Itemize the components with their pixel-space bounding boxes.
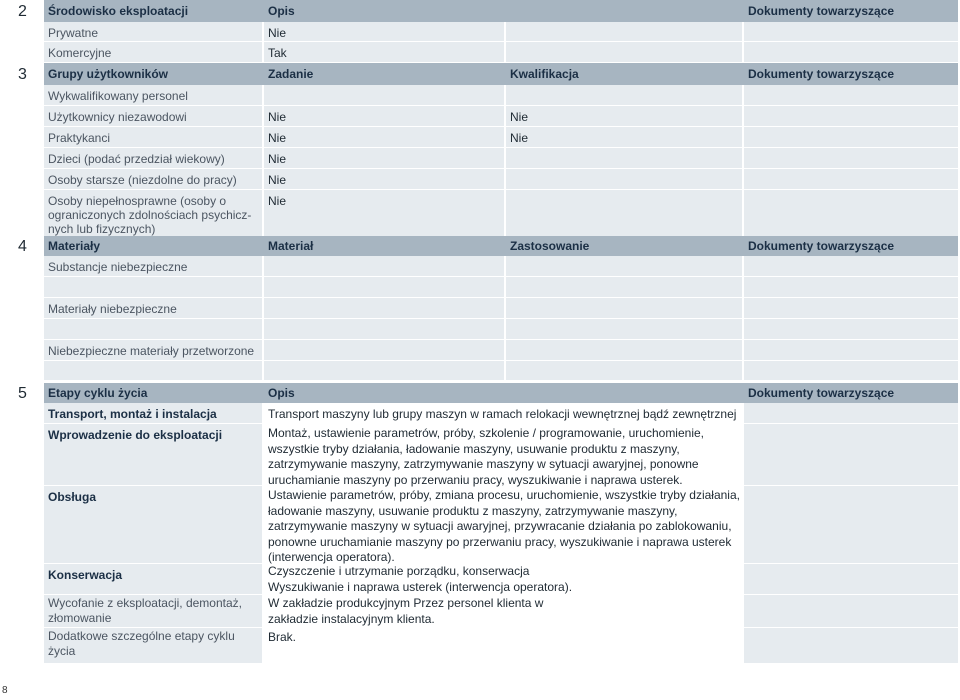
table-row — [44, 340, 958, 361]
table-cell — [744, 127, 958, 148]
table-cell — [264, 298, 504, 319]
table-cell — [506, 148, 742, 169]
table-cell: Użytkownicy niezawodowi — [44, 106, 262, 127]
table-cell: W zakładzie produkcyjnym Przez personel klienta w zakładzie instalacyjnym klienta. — [268, 596, 544, 626]
table-cell — [744, 319, 958, 340]
table-cell — [744, 628, 958, 663]
table-cell — [744, 169, 958, 190]
header-cell: Zastosowanie — [510, 239, 590, 253]
table-cell — [506, 340, 742, 361]
header-cell — [506, 0, 744, 22]
section-4 — [18, 236, 958, 380]
table-row — [44, 595, 958, 628]
table-cell: Obsługa — [44, 486, 262, 564]
table-row — [44, 190, 958, 236]
table-cell — [744, 148, 958, 169]
header-cell: Zadanie — [268, 67, 314, 81]
header-cell: Dokumenty towarzyszące — [748, 4, 895, 18]
section-number: 5 — [18, 385, 27, 402]
table-cell — [506, 361, 742, 380]
table-cell — [264, 340, 504, 361]
table-cell: Wykwalifikowany personel — [44, 85, 262, 106]
table-row — [44, 277, 958, 298]
table-row — [44, 319, 958, 340]
table-cell: Substancje niebezpieczne — [44, 256, 262, 277]
table-cell — [744, 564, 958, 595]
section-2 — [18, 0, 958, 62]
table-cell: Czyszczenie i utrzymanie porządku, konserwacja Wyszukiwanie i naprawa usterek (interwencja operatora). — [268, 564, 573, 594]
section-header — [44, 63, 958, 85]
table-cell: Tak — [264, 42, 504, 62]
table-cell: Wycofanie z eksploatacji, demontaż, złomowanie — [44, 595, 262, 628]
table-cell: Praktykanci — [44, 127, 262, 148]
table-cell — [744, 403, 958, 424]
table-cell — [264, 85, 504, 106]
table-cell: Dzieci (podać przedział wiekowy) — [44, 148, 262, 169]
header-cell: Materiały — [48, 239, 101, 253]
section-5 — [18, 383, 958, 663]
section-header — [44, 383, 958, 403]
table-cell — [744, 298, 958, 319]
table-row — [44, 127, 958, 148]
table-cell: Nie — [506, 106, 742, 127]
table-row — [44, 85, 958, 106]
table-cell — [506, 319, 742, 340]
header-cell: Opis — [268, 386, 295, 400]
table-cell — [506, 42, 742, 62]
table-cell: Ustawienie parametrów, próby, zmiana procesu, uruchomienie, wszystkie tryby działania, ładowanie maszyny, usuwanie produktu z maszyny, zatrzymywanie maszyny, zatrzymywanie maszyny w sytuacji awaryjnej, przywracanie działania po zablokowaniu, ponowne uruchamianie maszyny po przerwaniu pracy, wyszukiwanie i naprawa usterek (interwencja operatora). — [268, 488, 740, 564]
table-cell — [744, 424, 958, 486]
table-cell: Dodatkowe szczególne etapy cyklu życia — [44, 628, 262, 663]
table-cell: Prywatne — [44, 22, 262, 42]
table-cell: Konserwacja — [44, 564, 262, 595]
table-row — [44, 169, 958, 190]
table-cell — [44, 277, 262, 298]
table-cell — [744, 22, 958, 42]
table-cell: Nie — [264, 127, 504, 148]
table-cell: Wprowadzenie do eksploatacji — [44, 424, 262, 486]
table-row — [44, 564, 958, 595]
table-cell — [44, 361, 262, 380]
table-cell — [506, 256, 742, 277]
table-row — [44, 486, 958, 564]
table-cell — [44, 319, 262, 340]
table-cell — [264, 277, 504, 298]
table-cell — [744, 277, 958, 298]
table-cell: Nie — [264, 169, 504, 190]
header-cell: Kwalifikacja — [510, 67, 579, 81]
table-cell: Transport maszyny lub grupy maszyn w ramach relokacji wewnętrznej bądź zewnętrznej — [268, 407, 737, 421]
header-cell: Dokumenty towarzyszące — [748, 239, 895, 253]
table-cell — [506, 277, 742, 298]
header-cell: Grupy użytkowników — [48, 67, 169, 81]
table-row — [44, 424, 958, 486]
table-cell — [506, 190, 742, 236]
table-cell: Osoby niepełnosprawne (osoby o ograniczonych zdolnościach psychicz-nych lub fizycznych) — [44, 190, 262, 236]
header-cell: Etapy cyklu życia — [48, 386, 148, 400]
table-row — [44, 628, 958, 663]
table-cell: Niebezpieczne materiały przetworzone — [44, 340, 262, 361]
table-cell — [506, 85, 742, 106]
table-cell — [506, 298, 742, 319]
table-cell — [506, 169, 742, 190]
table-cell — [506, 22, 742, 42]
table-cell: Nie — [264, 22, 504, 42]
table-cell — [744, 106, 958, 127]
table-row — [44, 148, 958, 169]
table-cell: Nie — [264, 190, 504, 236]
table-row — [44, 256, 958, 277]
table-row — [44, 298, 958, 319]
table-cell: Transport, montaż i instalacja — [44, 403, 262, 424]
table-row — [44, 22, 958, 42]
table-cell — [744, 486, 958, 564]
section-number: 2 — [18, 3, 27, 20]
table-cell: Nie — [264, 148, 504, 169]
table-cell: Brak. — [268, 630, 297, 644]
table-cell: Materiały niebezpieczne — [44, 298, 262, 319]
page-number: 8 — [2, 685, 8, 696]
table-cell — [744, 340, 958, 361]
section-number: 3 — [18, 66, 27, 83]
table-cell: Montaż, ustawienie parametrów, próby, szkolenie / programowanie, uruchomienie, wszystkie tryby działania, ładowanie maszyny, usuwanie produktu z maszyny, zatrzymywanie maszyny, zatrzymywanie maszyny w sytuacji awaryjnej, ponowne uruchamianie maszyny po przerwaniu pracy, wyszukiwanie i naprawa usterek. — [268, 426, 704, 487]
table-cell — [744, 190, 958, 236]
section-number: 4 — [18, 238, 27, 255]
header-cell: Opis — [268, 4, 295, 18]
table-cell — [744, 85, 958, 106]
header-cell: Dokumenty towarzyszące — [748, 67, 895, 81]
header-cell: Dokumenty towarzyszące — [748, 386, 895, 400]
table-cell — [264, 319, 504, 340]
table-row — [44, 42, 958, 62]
table-cell: Nie — [506, 127, 742, 148]
section-3 — [18, 63, 958, 236]
table-row — [44, 106, 958, 127]
header-cell: Materiał — [268, 239, 314, 253]
header-cell: Środowisko eksploatacji — [48, 4, 189, 18]
table-row — [44, 403, 958, 424]
table-cell — [744, 595, 958, 628]
table-cell — [744, 42, 958, 62]
table-cell — [264, 361, 504, 380]
table-cell — [744, 256, 958, 277]
table-cell: Osoby starsze (niezdolne do pracy) — [44, 169, 262, 190]
table-cell — [264, 256, 504, 277]
section-header — [44, 236, 958, 256]
table-cell: Nie — [264, 106, 504, 127]
table-row — [44, 361, 958, 380]
table-cell: Komercyjne — [44, 42, 262, 62]
table-cell — [744, 361, 958, 380]
header-cell — [506, 383, 744, 403]
section-header — [44, 0, 958, 22]
